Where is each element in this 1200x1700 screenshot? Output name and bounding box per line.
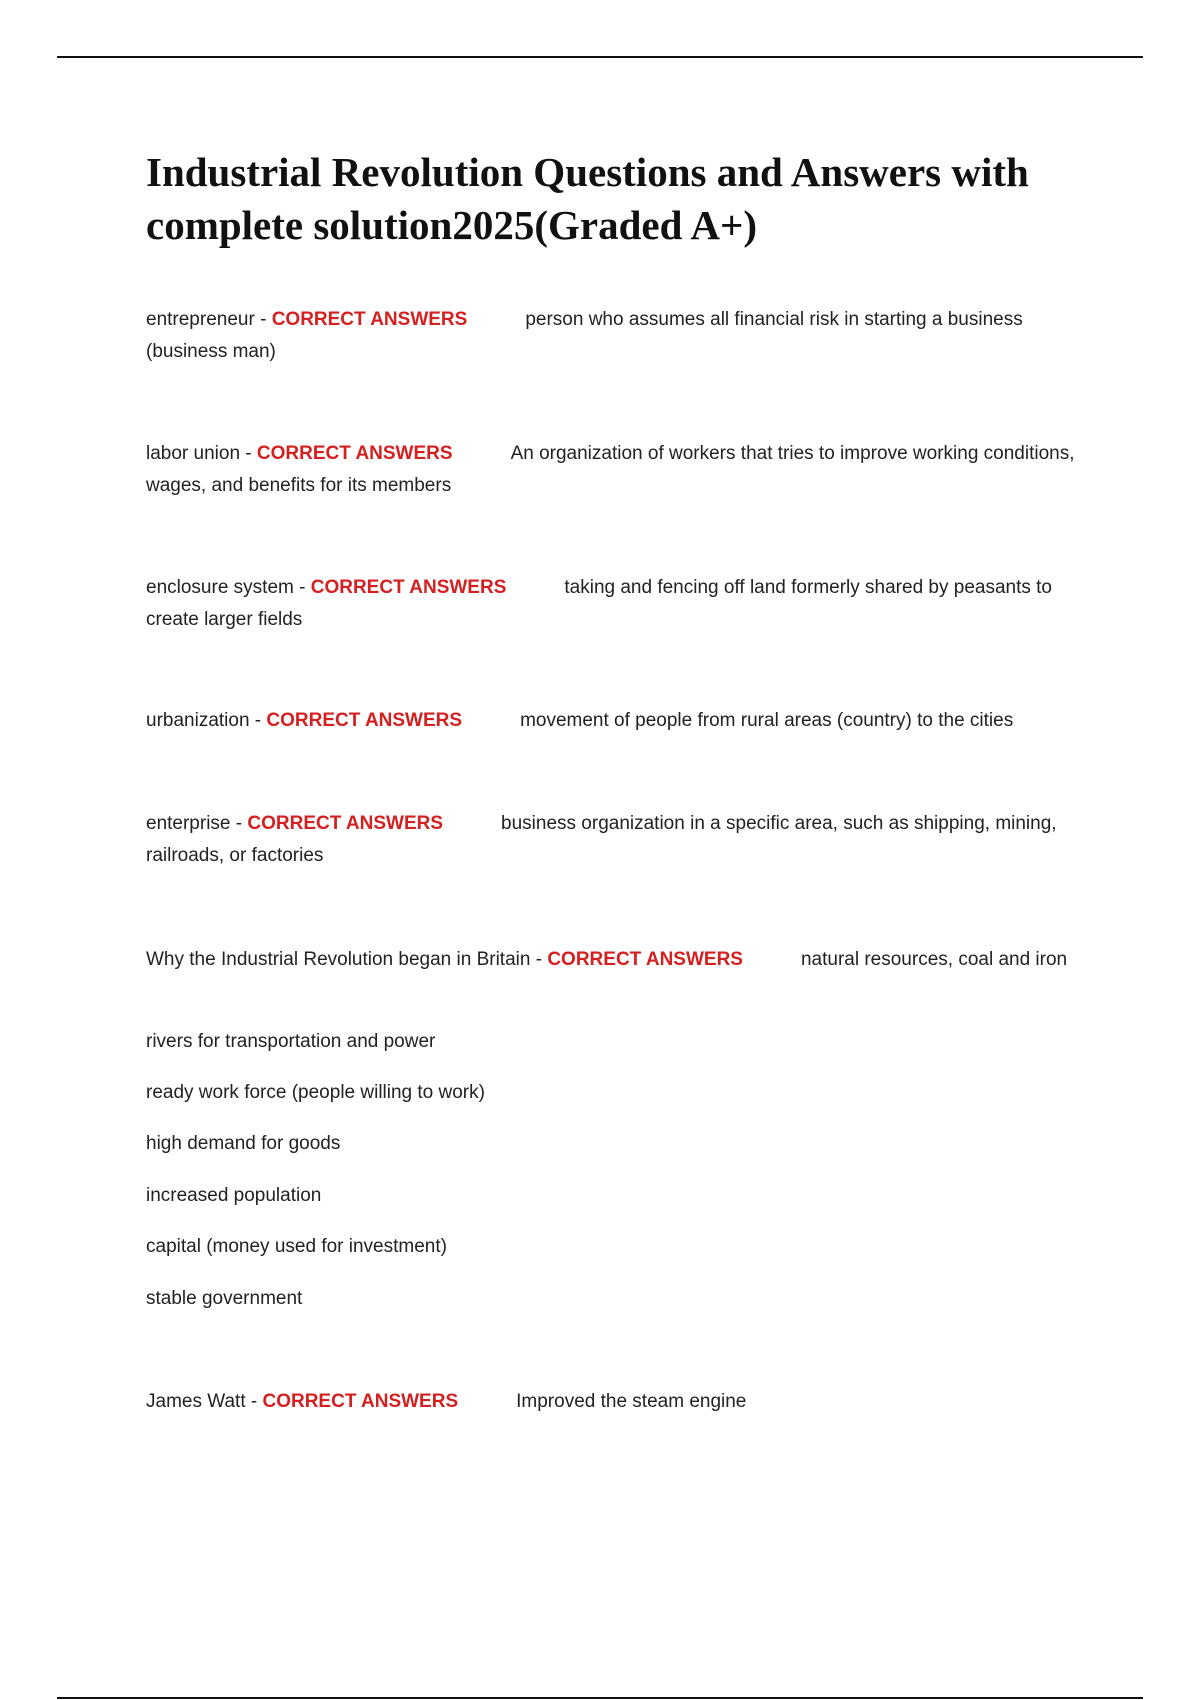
qa-separator: - [293, 577, 311, 598]
qa-term: entrepreneur [146, 309, 255, 330]
reason-line: increased population [146, 1185, 322, 1206]
qa-separator: - [230, 813, 248, 834]
reason-line: rivers for transportation and power [146, 1031, 436, 1052]
correct-answers-label: CORRECT ANSWERS [266, 710, 463, 731]
qa-separator: - [245, 1391, 263, 1412]
qa-answer: An organization of workers that tries to improve working conditions, wages, and benefits for its members [146, 443, 1075, 496]
qa-item-enterprise [146, 808, 1090, 872]
document-title: Industrial Revolution Questions and Answers with complete solution2025(Graded A+) [146, 149, 1029, 248]
qa-answer: business organization in a specific area, such as shipping, mining, railroads, or factories [146, 813, 1057, 866]
correct-answers-label: CORRECT ANSWERS [547, 949, 743, 970]
reason-line: ready work force (people willing to work) [146, 1082, 485, 1103]
qa-answer: person who assumes all financial risk in starting a business (business man) [146, 309, 1023, 362]
qa-item-urbanization [146, 705, 1090, 737]
qa-answer: Improved the steam engine [516, 1391, 747, 1412]
qa-answer: movement of people from rural areas (country) to the cities [520, 710, 1014, 731]
reason-line: high demand for goods [146, 1133, 341, 1154]
qa-item-entrepreneur [146, 304, 1090, 368]
qa-answer: natural resources, coal and iron [800, 949, 1068, 970]
qa-item-enclosure-system [146, 572, 1090, 636]
qa-separator: - [240, 443, 257, 464]
correct-answers-label: CORRECT ANSWERS [271, 309, 468, 330]
reason-line: capital (money used for investment) [146, 1236, 447, 1257]
correct-answers-label: CORRECT ANSWERS [247, 813, 444, 834]
qa-separator: - [249, 710, 267, 731]
qa-term: labor union [146, 443, 241, 464]
qa-item-why-britain [146, 944, 1090, 976]
qa-answer: taking and fencing off land formerly shared by peasants to create larger fields [146, 577, 1052, 630]
qa-separator: - [530, 949, 548, 970]
qa-term: James Watt [146, 1391, 246, 1412]
qa-term: Why the Industrial Revolution began in Britain [146, 949, 531, 970]
top-rule [57, 56, 1143, 58]
correct-answers-label: CORRECT ANSWERS [262, 1391, 459, 1412]
qa-term: enclosure system [146, 577, 294, 598]
qa-item-james-watt [146, 1386, 1090, 1418]
qa-item-labor-union [146, 438, 1090, 502]
qa-separator: - [254, 309, 272, 330]
bottom-rule [57, 1697, 1143, 1699]
qa-term: enterprise [146, 813, 231, 834]
correct-answers-label: CORRECT ANSWERS [310, 577, 507, 598]
qa-term: urbanization [146, 710, 250, 731]
correct-answers-label: CORRECT ANSWERS [256, 443, 453, 464]
reason-line: stable government [146, 1288, 303, 1309]
